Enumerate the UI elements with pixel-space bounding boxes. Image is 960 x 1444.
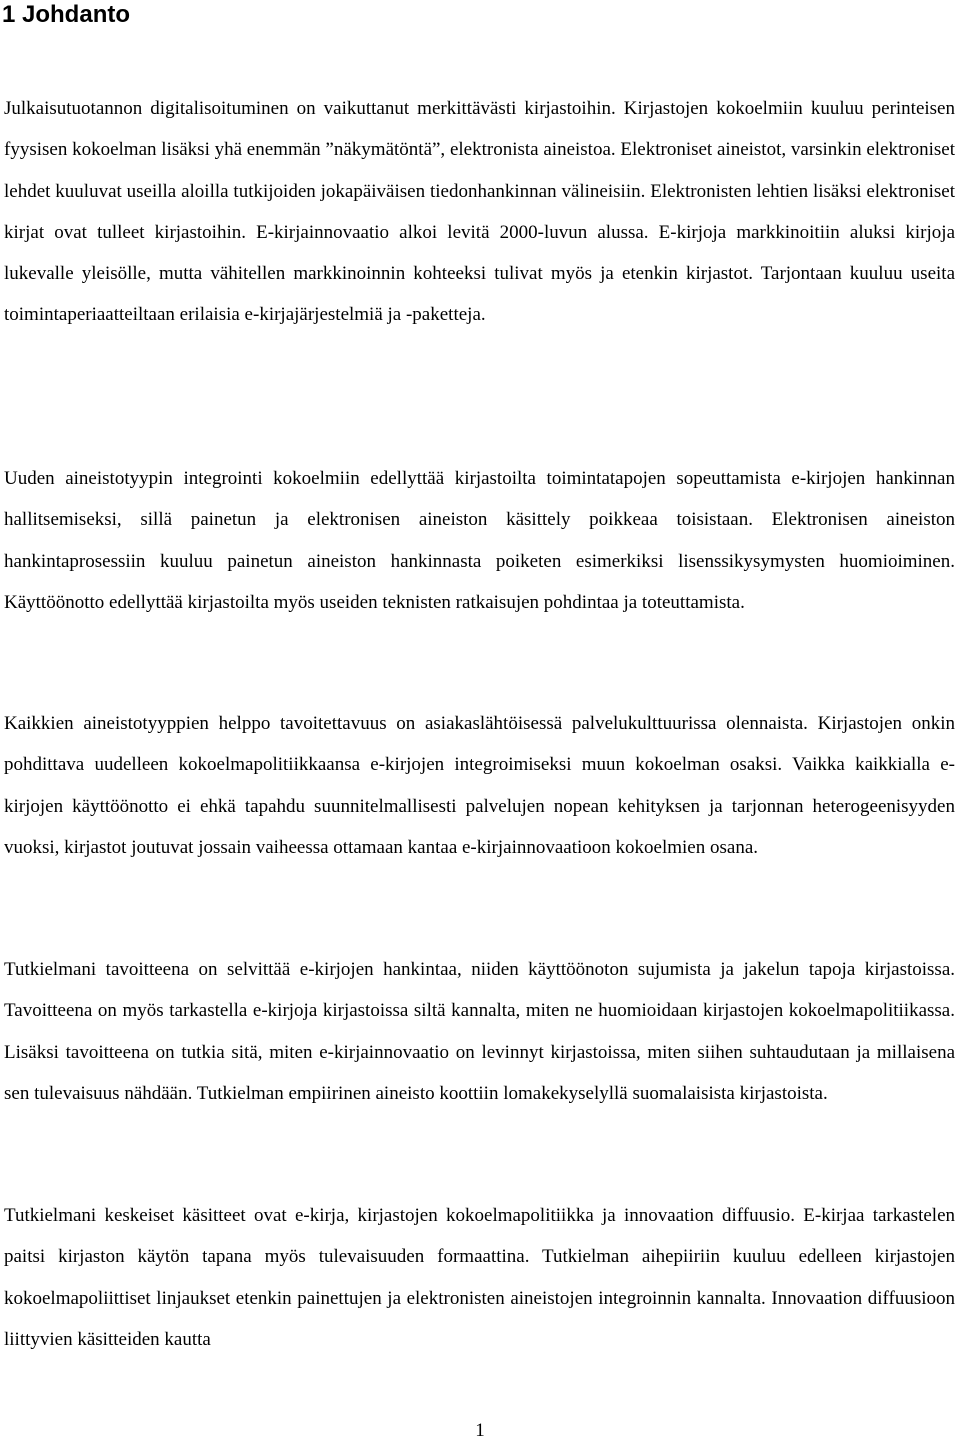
page-number: 1 <box>475 1420 485 1441</box>
paragraph-1: Julkaisutuotannon digitalisoituminen on vaikuttanut merkittävästi kirjastoihin. Kirjastojen kokoelmiin kuuluu perinteisen fyysisen kokoelman lisäksi yhä enemmän ”näkymätöntä”, elektronista aineistoa. Elektroniset aineistot, varsinkin elektroniset lehdet kuuluvat useilla aloilla tutkijoiden jokapäiväisen tiedonhankinnan välineisiin. Elektronisten lehtien lisäksi elektroniset kirjat ovat tulleet kirjastoihin. E-kirjainnovaatio alkoi levitä 2000-luvun alussa. E-kirjoja markkinoitiin aluksi kirjoja lukevalle yleisölle, mutta vähitellen markkinoinnin kohteeksi tulivat myös ja etenkin kirjastot. Tarjontaan kuuluu useita toimintaperiaatteiltaan erilaisia e-kirjajärjestelmiä ja -paketteja. <box>4 98 955 326</box>
chapter-heading: 1 Johdanto <box>2 1 131 28</box>
paragraph-2: Uuden aineistotyypin integrointi kokoelmiin edellyttää kirjastoilta toimintatapojen sopeuttamista e-kirjojen hankinnan hallitsemiseksi, sillä painetun ja elektronisen aineiston käsittely poikkeaa toisistaan. Elektronisen aineiston hankintaprosessiin kuuluu painetun aineiston hankinnasta poiketen esimerkiksi lisenssikysymysten huomioiminen. Käyttöönotto edellyttää kirjastoilta myös useiden teknisten ratkaisujen pohdintaa ja toteuttamista. <box>4 468 955 613</box>
paragraph-4: Tutkielmani tavoitteena on selvittää e-kirjojen hankintaa, niiden käyttöönoton sujumista ja jakelun tapoja kirjastoissa. Tavoitteena on myös tarkastella e-kirjoja kirjastoissa siltä kannalta, miten ne huomioidaan kirjastojen kokoelmapolitiikassa. Lisäksi tavoitteena on tutkia sitä, miten e-kirjainnovaatio on levinnyt kirjastoissa, miten siihen suhtaudutaan ja millaisena sen tulevaisuus nähdään. Tutkielman empiirinen aineisto koottiin lomakekyselyllä suomalaisista kirjastoista. <box>4 959 955 1104</box>
paragraph-3: Kaikkien aineistotyyppien helppo tavoitettavuus on asiakaslähtöisessä palvelukulttuurissa olennaista. Kirjastojen onkin pohdittava uudelleen kokoelmapolitiikkaansa e-kirjojen integroimiseksi muun kokoelman osaksi. Vaikka kaikkialla e-kirjojen käyttöönotto ei ehkä tapahdu suunnitelmallisesti palvelujen nopean kehityksen ja tarjonnan heterogeenisyyden vuoksi, kirjastot joutuvat jossain vaiheessa ottamaan kantaa e-kirjainnovaatioon kokoelmien osana. <box>4 713 955 858</box>
paragraph-5: Tutkielmani keskeiset käsitteet ovat e-kirja, kirjastojen kokoelmapolitiikka ja innovaation diffuusio. E-kirjaa tarkastelen paitsi kirjaston käytön tapana myös tulevaisuuden formaattina. Tutkielman aihepiiriin kuuluu edelleen kirjastojen kokoelmapoliittiset linjaukset etenkin painettujen ja elektronisten aineistojen integroinnin kannalta. Innovaation diffuusioon liittyvien käsitteiden kautta <box>4 1205 955 1350</box>
